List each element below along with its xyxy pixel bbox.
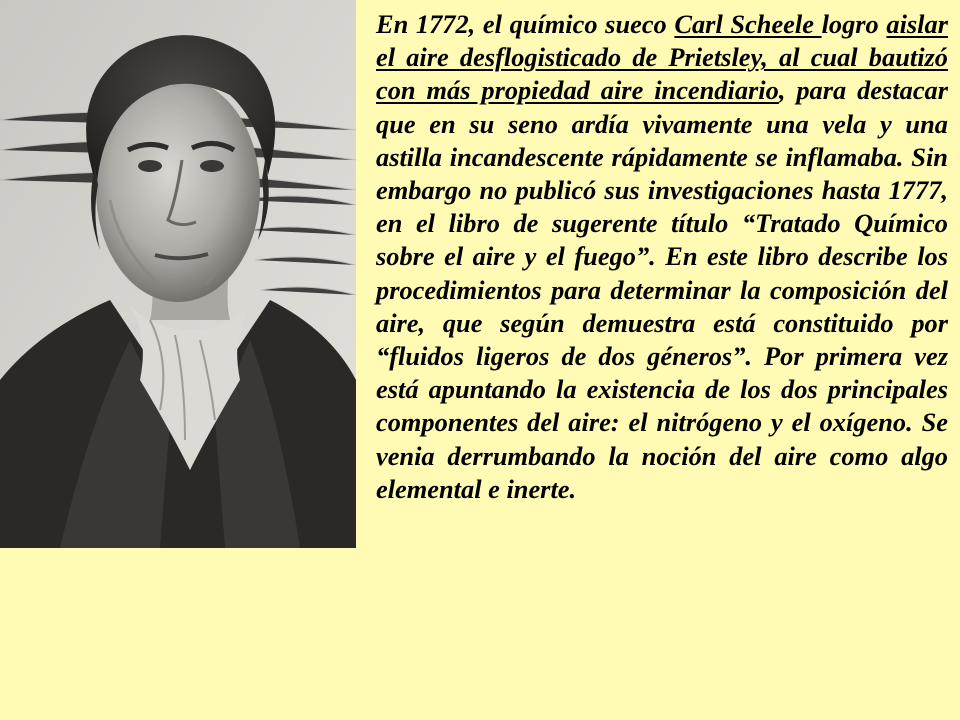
underlined-text-run: aislar el aire desflogisticado de Prietsley, al cual bautizó con más propiedad aire incendiario (376, 9, 948, 106)
portrait-engraving (0, 0, 356, 548)
underlined-text-run: Carl Scheele (674, 9, 822, 39)
portrait-image (0, 0, 356, 548)
body-paragraph (376, 8, 948, 712)
text-run: En 1772, el químico sueco (376, 9, 675, 39)
text-run: logro (821, 9, 887, 39)
text-run: , para destacar que en su seno ardía vivamente una vela y una astilla incandescente rápidamente se inflamaba. Sin embargo no publicó sus investigaciones hasta 1777, en el libro de sugerente título “Tratado Químico sobre el aire y el fuego”. En este libro describe los procedimientos para determinar la composición del aire, que según demuestra está constituido por “fluidos ligeros de dos géneros”. Por primera vez está apuntando la existencia de los dos principales componentes del aire: el nitrógeno y el oxígeno. Se venia derrumbando la noción del aire como algo elemental e inerte. (376, 75, 948, 504)
